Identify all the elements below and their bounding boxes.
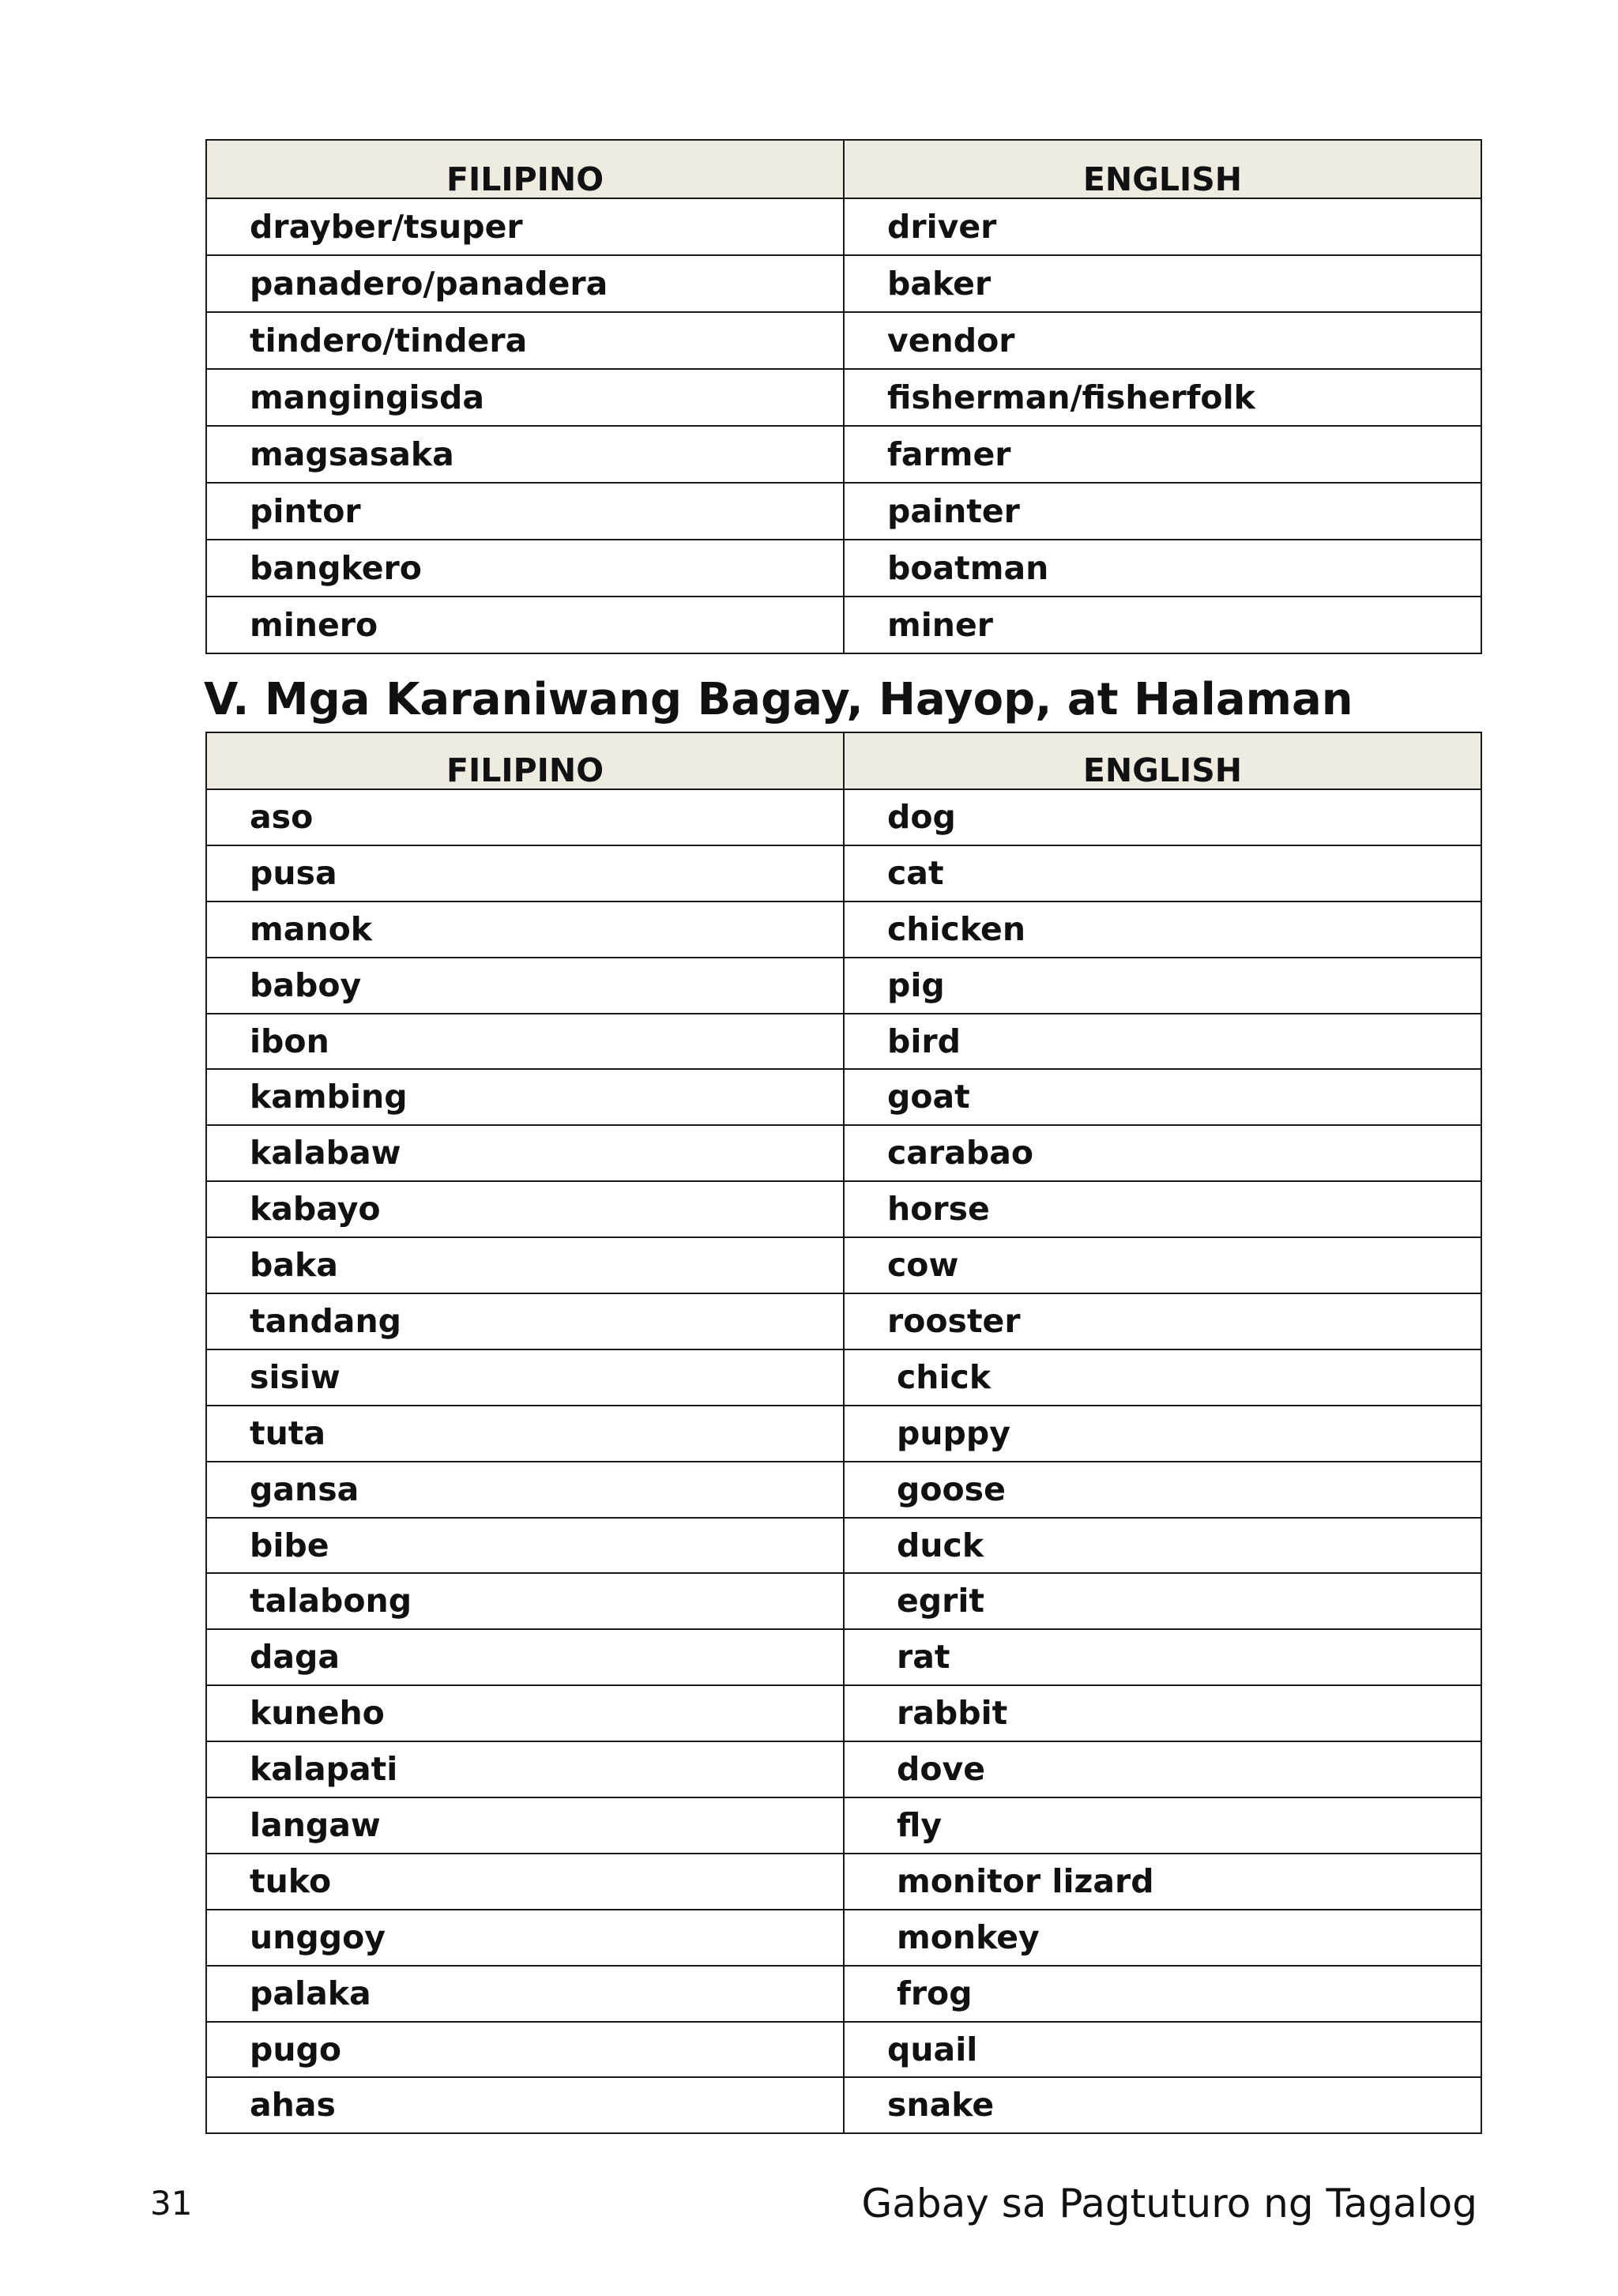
table-row bbox=[206, 1125, 1481, 1181]
table-row bbox=[206, 483, 1481, 540]
filipino-term: panadero/panadera bbox=[206, 255, 844, 312]
column-header-english: ENGLISH bbox=[844, 140, 1481, 198]
animals-table bbox=[205, 732, 1482, 2134]
english-term: horse bbox=[844, 1181, 1481, 1237]
table-row bbox=[206, 312, 1481, 369]
english-term: driver bbox=[844, 198, 1481, 255]
table-row bbox=[206, 1685, 1481, 1741]
table-row bbox=[206, 1014, 1481, 1070]
filipino-term: baka bbox=[206, 1237, 844, 1293]
table-row bbox=[206, 1854, 1481, 1910]
filipino-term: kabayo bbox=[206, 1181, 844, 1237]
english-term: chick bbox=[844, 1349, 1481, 1406]
english-term: quail bbox=[844, 2022, 1481, 2078]
english-term: fisherman/fisherfolk bbox=[844, 369, 1481, 426]
filipino-term: mangingisda bbox=[206, 369, 844, 426]
table-row bbox=[206, 426, 1481, 483]
table-row bbox=[206, 845, 1481, 901]
filipino-term: baboy bbox=[206, 958, 844, 1014]
filipino-term: tuta bbox=[206, 1406, 844, 1462]
english-term: frog bbox=[844, 1966, 1481, 2022]
table-row bbox=[206, 1797, 1481, 1854]
table-row bbox=[206, 958, 1481, 1014]
english-term: monkey bbox=[844, 1910, 1481, 1966]
english-term: dove bbox=[844, 1741, 1481, 1797]
column-header-filipino: FILIPINO bbox=[206, 140, 844, 198]
english-term: dog bbox=[844, 789, 1481, 845]
animals-table-body bbox=[206, 789, 1481, 2133]
english-term: fly bbox=[844, 1797, 1481, 1854]
table-header-row bbox=[206, 140, 1481, 198]
filipino-term: pusa bbox=[206, 845, 844, 901]
filipino-term: unggoy bbox=[206, 1910, 844, 1966]
filipino-term: gansa bbox=[206, 1462, 844, 1518]
table-row bbox=[206, 597, 1481, 653]
occupations-table-body bbox=[206, 198, 1481, 653]
table-row bbox=[206, 198, 1481, 255]
filipino-term: kalapati bbox=[206, 1741, 844, 1797]
filipino-term: kuneho bbox=[206, 1685, 844, 1741]
english-term: vendor bbox=[844, 312, 1481, 369]
table-row bbox=[206, 1741, 1481, 1797]
filipino-term: ibon bbox=[206, 1014, 844, 1070]
english-term: egrit bbox=[844, 1573, 1481, 1629]
table-row bbox=[206, 901, 1481, 958]
filipino-term: bibe bbox=[206, 1518, 844, 1574]
occupations-table bbox=[205, 139, 1482, 654]
table-row bbox=[206, 255, 1481, 312]
column-header-filipino: FILIPINO bbox=[206, 732, 844, 789]
column-header-english: ENGLISH bbox=[844, 732, 1481, 789]
table-row bbox=[206, 369, 1481, 426]
english-term: painter bbox=[844, 483, 1481, 540]
english-term: rat bbox=[844, 1629, 1481, 1685]
english-term: snake bbox=[844, 2077, 1481, 2133]
filipino-term: aso bbox=[206, 789, 844, 845]
english-term: miner bbox=[844, 597, 1481, 653]
filipino-term: tuko bbox=[206, 1854, 844, 1910]
english-term: chicken bbox=[844, 901, 1481, 958]
filipino-term: manok bbox=[206, 901, 844, 958]
english-term: baker bbox=[844, 255, 1481, 312]
filipino-term: ahas bbox=[206, 2077, 844, 2133]
table-row bbox=[206, 1069, 1481, 1125]
table-row bbox=[206, 1573, 1481, 1629]
english-term: pig bbox=[844, 958, 1481, 1014]
table-row bbox=[206, 1629, 1481, 1685]
table-row bbox=[206, 2022, 1481, 2078]
filipino-term: magsasaka bbox=[206, 426, 844, 483]
english-term: cat bbox=[844, 845, 1481, 901]
filipino-term: minero bbox=[206, 597, 844, 653]
english-term: goose bbox=[844, 1462, 1481, 1518]
section-heading: V. Mga Karaniwang Bagay, Hayop, at Halaman bbox=[204, 674, 1353, 725]
english-term: goat bbox=[844, 1069, 1481, 1125]
filipino-term: pintor bbox=[206, 483, 844, 540]
filipino-term: daga bbox=[206, 1629, 844, 1685]
english-term: monitor lizard bbox=[844, 1854, 1481, 1910]
page-number: 31 bbox=[150, 2184, 193, 2223]
filipino-term: palaka bbox=[206, 1966, 844, 2022]
table-row bbox=[206, 2077, 1481, 2133]
english-term: cow bbox=[844, 1237, 1481, 1293]
english-term: farmer bbox=[844, 426, 1481, 483]
table-row bbox=[206, 1462, 1481, 1518]
table-row bbox=[206, 789, 1481, 845]
table-row bbox=[206, 1293, 1481, 1349]
english-term: boatman bbox=[844, 540, 1481, 597]
table-row bbox=[206, 1349, 1481, 1406]
table-row bbox=[206, 540, 1481, 597]
table-row bbox=[206, 1181, 1481, 1237]
english-term: bird bbox=[844, 1014, 1481, 1070]
running-footer-title: Gabay sa Pagtuturo ng Tagalog bbox=[861, 2181, 1477, 2226]
filipino-term: kalabaw bbox=[206, 1125, 844, 1181]
filipino-term: kambing bbox=[206, 1069, 844, 1125]
english-term: carabao bbox=[844, 1125, 1481, 1181]
table-row bbox=[206, 1406, 1481, 1462]
english-term: duck bbox=[844, 1518, 1481, 1574]
table-header-row bbox=[206, 732, 1481, 789]
table-row bbox=[206, 1237, 1481, 1293]
filipino-term: drayber/tsuper bbox=[206, 198, 844, 255]
filipino-term: tandang bbox=[206, 1293, 844, 1349]
filipino-term: pugo bbox=[206, 2022, 844, 2078]
english-term: rooster bbox=[844, 1293, 1481, 1349]
filipino-term: sisiw bbox=[206, 1349, 844, 1406]
table-row bbox=[206, 1910, 1481, 1966]
filipino-term: talabong bbox=[206, 1573, 844, 1629]
english-term: rabbit bbox=[844, 1685, 1481, 1741]
filipino-term: tindero/tindera bbox=[206, 312, 844, 369]
filipino-term: langaw bbox=[206, 1797, 844, 1854]
table-row bbox=[206, 1518, 1481, 1574]
filipino-term: bangkero bbox=[206, 540, 844, 597]
table-row bbox=[206, 1966, 1481, 2022]
english-term: puppy bbox=[844, 1406, 1481, 1462]
